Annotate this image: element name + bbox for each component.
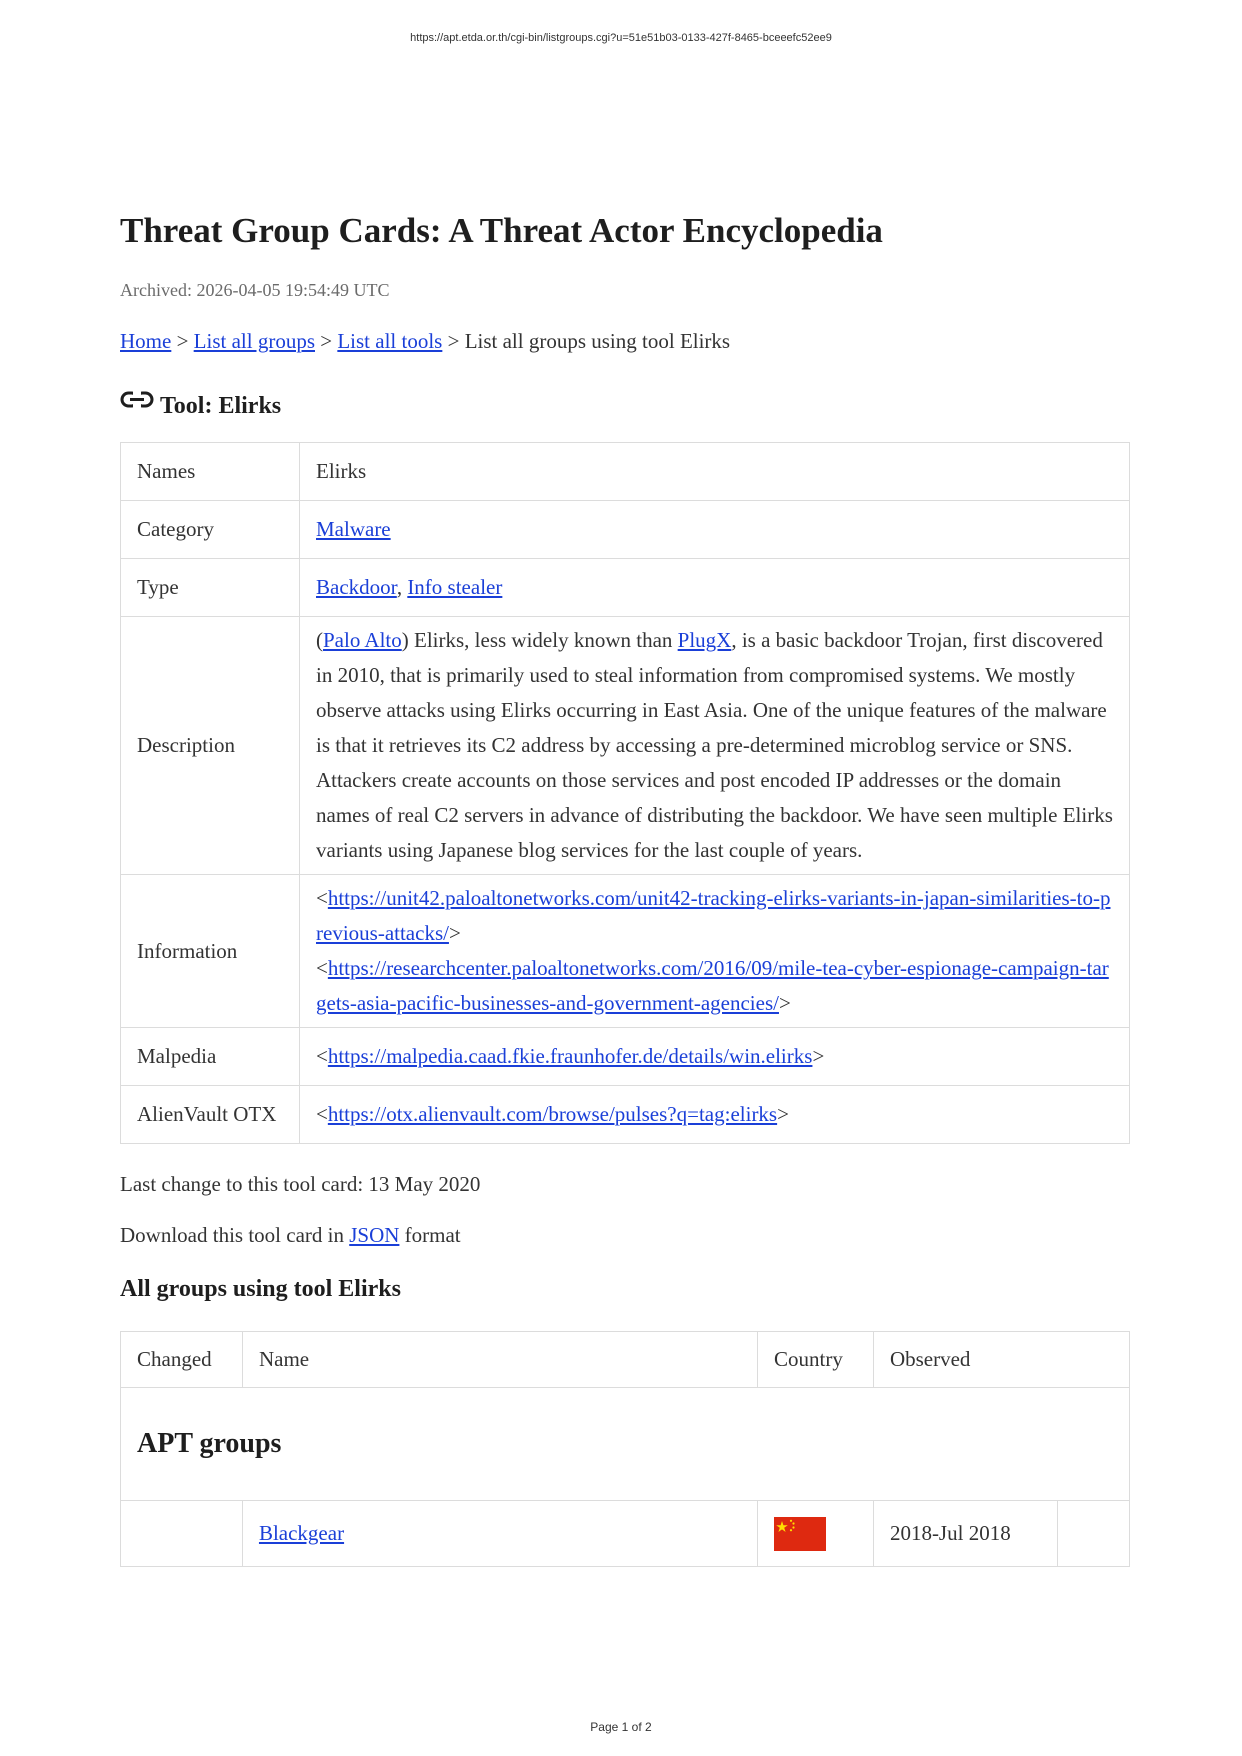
tool-card-table — [120, 442, 1130, 1144]
download-line — [120, 1223, 1130, 1248]
tool-heading — [120, 390, 1130, 420]
row-observed: 2018-Jul 2018 — [873, 1501, 1057, 1567]
page-content — [120, 210, 1130, 1567]
information-link-line — [316, 881, 1113, 951]
header-country: Country — [758, 1332, 874, 1388]
groups-header-row — [121, 1332, 1130, 1388]
information-link-researchcenter[interactable]: https://researchcenter.paloaltonetworks.com/2016/09/mile-tea-cyber-espionage-campaign-targets-asia-pacific-businesses-and-government-agencies/ — [316, 956, 1109, 1015]
flag-small-star — [792, 1522, 794, 1524]
breadcrumb-separator: > — [447, 329, 460, 353]
gt-bracket: > — [812, 1044, 825, 1068]
row-extra — [1058, 1501, 1130, 1567]
download-suffix: format — [399, 1223, 461, 1247]
type-backdoor-link[interactable]: Backdoor — [316, 575, 397, 599]
tool-heading-text: Tool: Elirks — [160, 393, 282, 419]
table-row — [121, 1086, 1130, 1144]
category-malware-link[interactable]: Malware — [316, 517, 391, 541]
page-title: Threat Group Cards: A Threat Actor Encyclopedia — [120, 211, 883, 250]
type-separator: , — [396, 575, 403, 599]
download-prefix: Download this tool card in — [120, 1223, 350, 1247]
row-name — [242, 1501, 757, 1567]
group-blackgear-link[interactable]: Blackgear — [258, 1521, 345, 1545]
archived-timestamp: Archived: 2026-04-05 19:54:49 UTC — [120, 280, 390, 300]
china-flag-icon — [774, 1517, 826, 1551]
description-source-link[interactable]: Palo Alto — [323, 628, 402, 652]
link-icon — [120, 390, 154, 410]
table-row — [121, 443, 1130, 501]
description-text-part1: ) Elirks, less widely known than — [401, 628, 678, 652]
flag-small-star — [790, 1529, 792, 1531]
last-change-text: Last change to this tool card: 13 May 2020 — [120, 1172, 481, 1196]
description-plugx-link[interactable]: PlugX — [677, 628, 732, 652]
gt-bracket: > — [778, 991, 791, 1015]
description-label: Description — [121, 617, 300, 875]
category-value — [300, 501, 1130, 559]
breadcrumb-separator: > — [176, 329, 189, 353]
description-open-paren: ( — [316, 628, 323, 652]
table-row — [121, 1501, 1130, 1567]
description-value — [300, 617, 1130, 875]
breadcrumb-separator: > — [320, 329, 333, 353]
type-label: Type — [121, 559, 300, 617]
flag-small-star — [790, 1519, 792, 1521]
information-value — [300, 875, 1130, 1028]
row-country — [758, 1501, 874, 1567]
table-row — [121, 501, 1130, 559]
information-link-line — [316, 951, 1113, 1021]
category-label: Category — [121, 501, 300, 559]
breadcrumb-current: List all groups using tool Elirks — [464, 329, 731, 353]
groups-section-row — [121, 1388, 1130, 1501]
lt-bracket: < — [316, 1102, 328, 1126]
breadcrumb-list-tools-link[interactable]: List all tools — [337, 329, 443, 353]
lt-bracket: < — [316, 1044, 328, 1068]
section-apt-groups: APT groups — [121, 1388, 1130, 1501]
header-name: Name — [242, 1332, 757, 1388]
table-row — [121, 1028, 1130, 1086]
names-value: Elirks — [300, 443, 1130, 501]
flag-small-star — [792, 1526, 794, 1528]
malpedia-label: Malpedia — [121, 1028, 300, 1086]
table-row — [121, 559, 1130, 617]
information-link-unit42[interactable]: https://unit42.paloaltonetworks.com/unit42-tracking-elirks-variants-in-japan-similarities-to-previous-attacks/ — [316, 886, 1111, 945]
gt-bracket: > — [777, 1102, 789, 1126]
type-info-stealer-link[interactable]: Info stealer — [407, 575, 503, 599]
groups-heading: All groups using tool Elirks — [120, 1276, 401, 1302]
names-label: Names — [121, 443, 300, 501]
otx-value — [300, 1086, 1130, 1144]
information-label: Information — [121, 875, 300, 1028]
groups-table — [120, 1331, 1130, 1567]
gt-bracket: > — [448, 921, 461, 945]
header-observed: Observed — [873, 1332, 1129, 1388]
header-changed: Changed — [121, 1332, 243, 1388]
lt-bracket: < — [316, 886, 328, 910]
otx-link[interactable]: https://otx.alienvault.com/browse/pulses?q=tag:elirks — [327, 1102, 778, 1126]
table-row — [121, 875, 1130, 1028]
table-row — [121, 617, 1130, 875]
download-json-link[interactable]: JSON — [349, 1223, 400, 1247]
type-value — [300, 559, 1130, 617]
description-text-part2: , is a basic backdoor Trojan, first discovered in 2010, that is primarily used to steal information from compromised systems. We mostly observe attacks using Elirks occurring in East Asia. One of the unique features of the malware is that it retrieves its C2 address by accessing a pre-determined microblog service or SNS. Attackers create accounts on those services and post encoded IP addresses or the domain names of real C2 servers in advance of distributing the backdoor. We have seen multiple Elirks variants using Japanese blog services for the last couple of years. — [316, 628, 1113, 862]
breadcrumb-list-groups-link[interactable]: List all groups — [193, 329, 315, 353]
otx-label: AlienVault OTX — [121, 1086, 300, 1144]
malpedia-link[interactable]: https://malpedia.caad.fkie.fraunhofer.de/details/win.elirks — [327, 1044, 813, 1068]
breadcrumb-home-link[interactable]: Home — [120, 329, 172, 353]
lt-bracket: < — [316, 956, 328, 980]
row-changed — [121, 1501, 243, 1567]
page-footer: Page 1 of 2 — [590, 1720, 652, 1734]
url-header: https://apt.etda.or.th/cgi-bin/listgroups.cgi?u=51e51b03-0133-427f-8465-bceeefc52ee9 — [410, 32, 832, 44]
breadcrumb — [120, 329, 1130, 354]
malpedia-value — [300, 1028, 1130, 1086]
